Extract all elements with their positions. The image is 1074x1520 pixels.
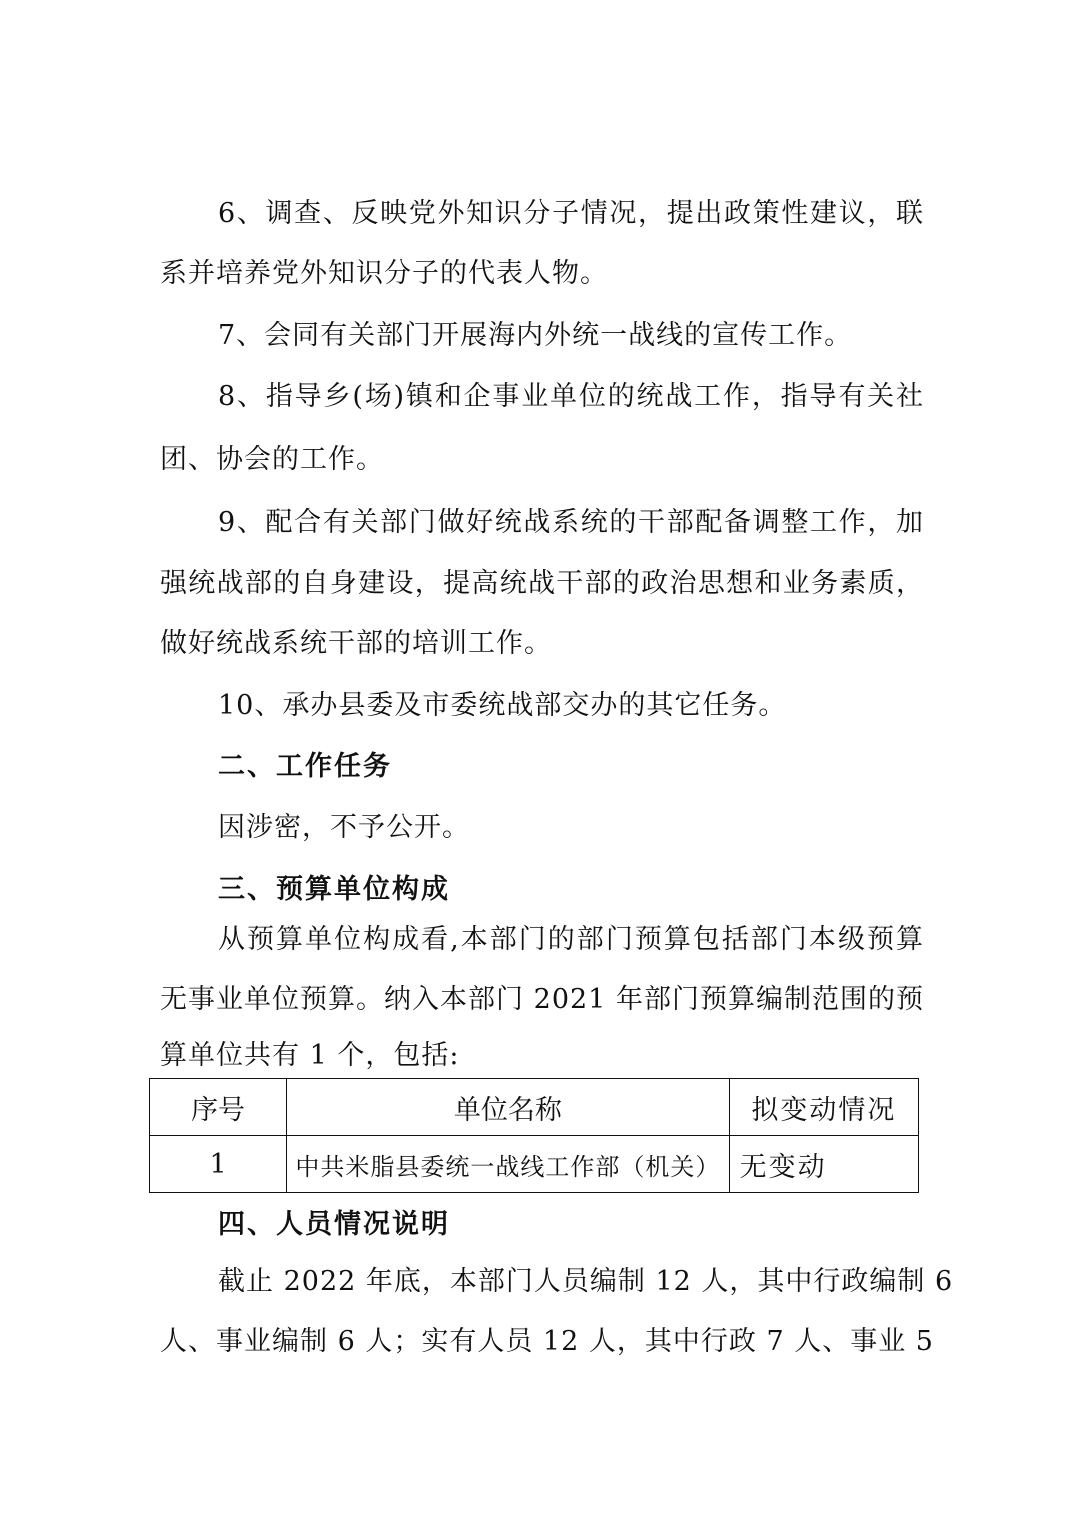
- section-2-heading: 二、工作任务: [218, 751, 392, 782]
- section-4-line-1: 截止 2022 年底，本部门人员编制 12 人，其中行政编制 6: [218, 1266, 954, 1297]
- paragraph-10: 10、承办县委及市委统战部交办的其它任务。: [218, 690, 787, 721]
- header-index: 序号: [150, 1079, 287, 1136]
- table-row: [150, 1136, 919, 1193]
- section-4-line-2: 人、事业编制 6 人；实有人员 12 人，其中行政 7 人、事业 5: [160, 1326, 934, 1357]
- section-3-line-3: 算单位共有 1 个，包括:: [160, 1040, 460, 1071]
- paragraph-9-line-2: 强统战部的自身建设，提高统战干部的政治思想和业务素质，: [160, 568, 924, 599]
- paragraph-7: 7、会同有关部门开展海内外统一战线的宣传工作。: [218, 320, 853, 351]
- section-3-heading: 三、预算单位构成: [218, 874, 450, 905]
- section-3-line-2: 无事业单位预算。纳入本部门 2021 年部门预算编制范围的预: [160, 984, 924, 1015]
- table-header-row: [150, 1079, 919, 1136]
- paragraph-6-line-2: 系并培养党外知识分子的代表人物。: [160, 258, 608, 289]
- cell-unit-name: 中共米脂县委统一战线工作部（机关）: [287, 1136, 730, 1193]
- header-unit-name: 单位名称: [287, 1079, 730, 1136]
- section-3-line-1: 从预算单位构成看,本部门的部门预算包括部门本级预算: [218, 924, 924, 955]
- section-2-body: 因涉密，不予公开。: [218, 812, 470, 843]
- paragraph-9-line-3: 做好统战系统干部的培训工作。: [160, 628, 552, 659]
- cell-index: 1: [150, 1136, 287, 1193]
- section-4-heading: 四、人员情况说明: [218, 1209, 450, 1240]
- paragraph-8-line-1: 8、指导乡(场)镇和企事业单位的统战工作，指导有关社: [218, 381, 924, 412]
- paragraph-8-line-2: 团、协会的工作。: [160, 444, 384, 475]
- budget-units-table: [149, 1078, 919, 1193]
- header-change-status: 拟变动情况: [729, 1079, 918, 1136]
- paragraph-9-line-1: 9、配合有关部门做好统战系统的干部配备调整工作，加: [218, 507, 924, 538]
- paragraph-6-line-1: 6、调查、反映党外知识分子情况，提出政策性建议，联: [218, 198, 924, 229]
- cell-change-status: 无变动: [729, 1136, 918, 1193]
